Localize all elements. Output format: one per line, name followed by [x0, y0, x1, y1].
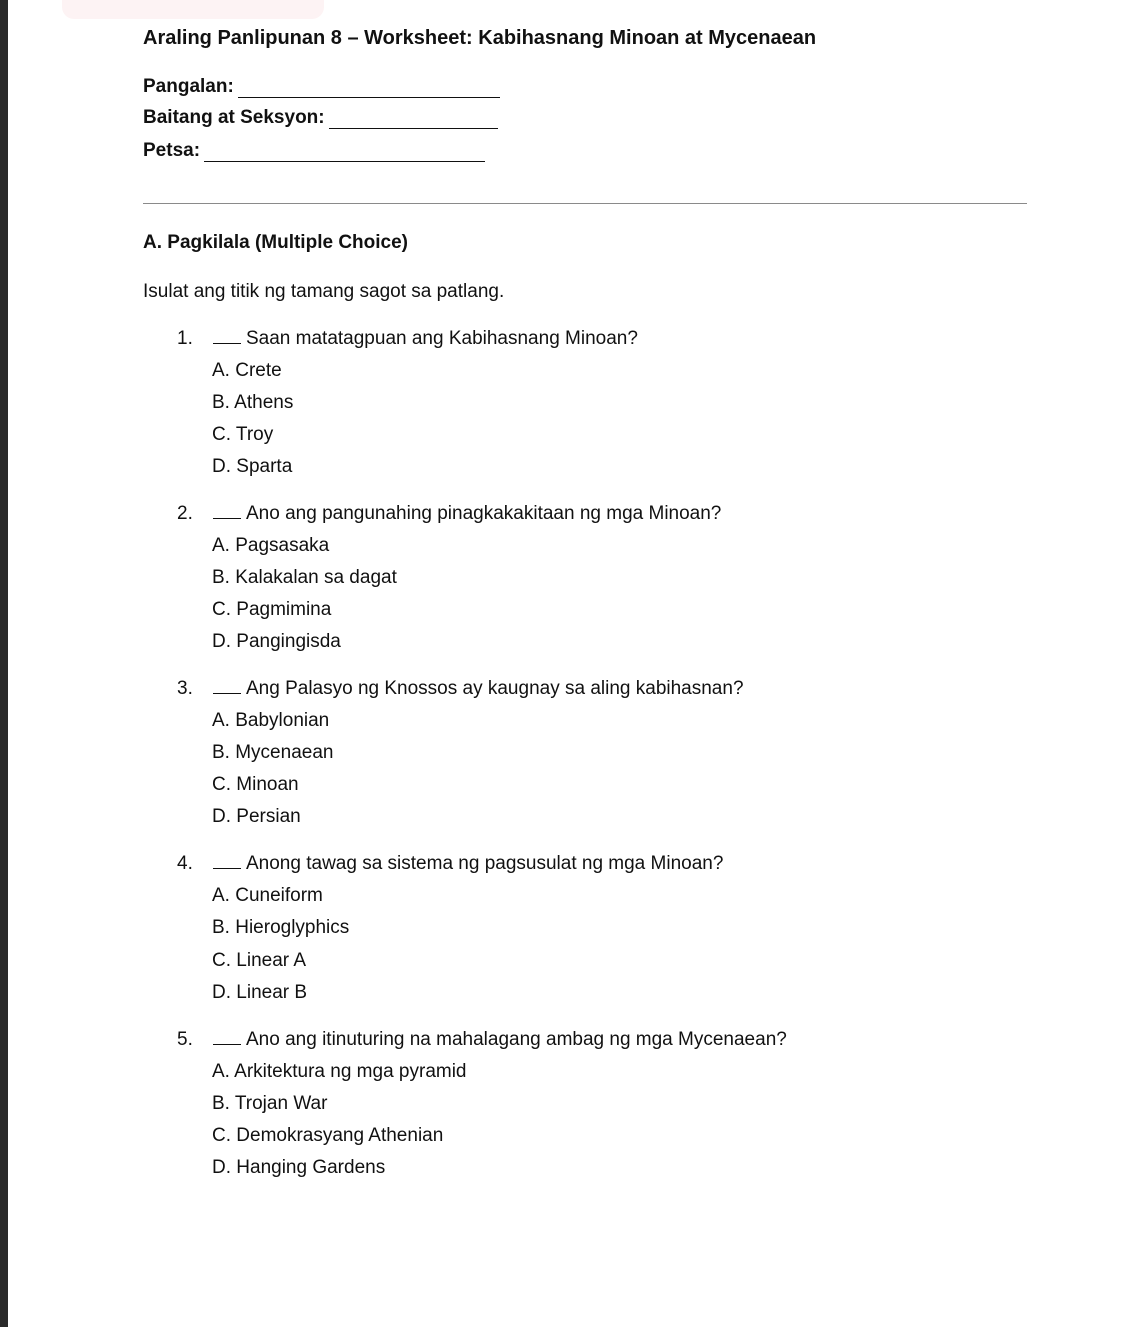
- section-instruction: Isulat ang titik ng tamang sagot sa patlang.: [143, 281, 505, 302]
- choice-option: C. Troy: [212, 424, 274, 445]
- question-2: [177, 503, 721, 525]
- choice-option: A. Babylonian: [212, 710, 330, 731]
- question-text: Anong tawag sa sistema ng pagsusulat ng mga Minoan?: [246, 853, 724, 874]
- choice-option: D. Pangingisda: [212, 631, 341, 652]
- date-label: Petsa:: [143, 140, 201, 161]
- choice-option: B. Kalakalan sa dagat: [212, 567, 397, 588]
- choice-option: A. Pagsasaka: [212, 535, 330, 556]
- question-5: [177, 1029, 787, 1051]
- name-blank[interactable]: [238, 79, 500, 98]
- choice-option: C. Linear A: [212, 950, 306, 971]
- choice-option: A. Arkitektura ng mga pyramid: [212, 1061, 467, 1082]
- choice-option: C. Demokrasyang Athenian: [212, 1125, 444, 1146]
- choice-option: B. Mycenaean: [212, 742, 334, 763]
- question-1: [177, 328, 638, 350]
- question-number: 5.: [177, 1029, 193, 1050]
- choice-option: B. Hieroglyphics: [212, 917, 350, 938]
- section-title: A. Pagkilala (Multiple Choice): [143, 232, 408, 253]
- choice-option: D. Linear B: [212, 982, 308, 1003]
- date-field: [143, 140, 485, 162]
- question-number: 2.: [177, 503, 193, 524]
- worksheet-title: Araling Panlipunan 8 – Worksheet: Kabihasnang Minoan at Mycenaean: [143, 27, 817, 49]
- question-number: 3.: [177, 678, 193, 699]
- question-text: Ang Palasyo ng Knossos ay kaugnay sa aling kabihasnan?: [246, 678, 744, 699]
- name-label: Pangalan:: [143, 76, 234, 97]
- grade-section-field: [143, 107, 498, 129]
- grade-section-blank[interactable]: [329, 110, 498, 129]
- question-number: 1.: [177, 328, 193, 349]
- choice-option: C. Minoan: [212, 774, 299, 795]
- choice-option: B. Trojan War: [212, 1093, 328, 1114]
- question-4: [177, 853, 723, 875]
- answer-blank[interactable]: [213, 329, 241, 344]
- question-text: Ano ang itinuturing na mahalagang ambag ng mga Mycenaean?: [246, 1029, 787, 1050]
- choice-option: D. Hanging Gardens: [212, 1157, 386, 1178]
- grade-section-label: Baitang at Seksyon:: [143, 107, 325, 128]
- choice-option: A. Cuneiform: [212, 885, 323, 906]
- answer-blank[interactable]: [213, 679, 241, 694]
- answer-blank[interactable]: [213, 854, 241, 869]
- top-tab-strip: [62, 0, 324, 19]
- choice-option: A. Crete: [212, 360, 282, 381]
- choice-option: C. Pagmimina: [212, 599, 332, 620]
- name-field: [143, 76, 500, 98]
- question-text: Saan matatagpuan ang Kabihasnang Minoan?: [246, 328, 638, 349]
- choice-option: D. Sparta: [212, 456, 293, 477]
- answer-blank[interactable]: [213, 504, 241, 519]
- question-text: Ano ang pangunahing pinagkakakitaan ng mga Minoan?: [246, 503, 722, 524]
- window-left-edge: [0, 0, 8, 1327]
- choice-option: D. Persian: [212, 806, 301, 827]
- question-number: 4.: [177, 853, 193, 874]
- choice-option: B. Athens: [212, 392, 294, 413]
- answer-blank[interactable]: [213, 1030, 241, 1045]
- section-divider: [143, 203, 1027, 204]
- question-3: [177, 678, 744, 700]
- date-blank[interactable]: [204, 143, 485, 162]
